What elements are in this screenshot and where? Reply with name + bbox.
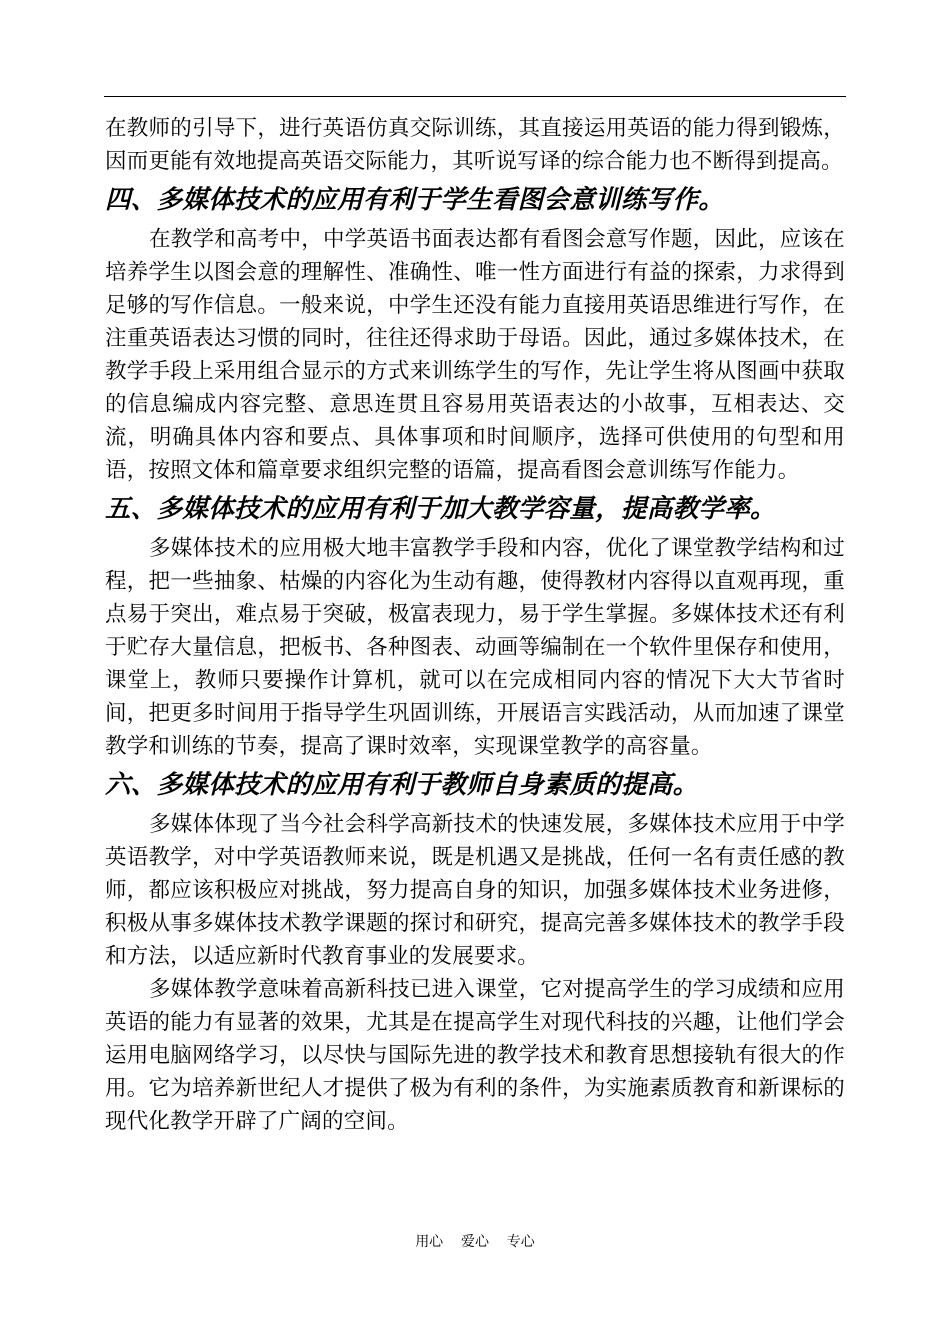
header-rule: [104, 96, 846, 97]
paragraph-section-4: 在教学和高考中，中学英语书面表达都有看图会意写作题，因此，应该在培养学生以图会意的理解性、准确性、唯一性方面进行有益的探索，力求得到足够的写作信息。一般来说，中学生还没有能力直接用英语思维进行写作，在注重英语表达习惯的同时，往往还得求助于母语。因此，通过多媒体技术，在教学手段上采用组合显示的方式来训练学生的写作，先让学生将从图画中获取的信息编成内容完整、意思连贯且容易用英语表达的小故事，互相表达、交流，明确具体内容和要点、具体事项和时间顺序，选择可供使用的句型和用语，按照文体和篇章要求组织完整的语篇，提高看图会意训练写作能力。: [105, 227, 845, 483]
section-heading-5: 五、多媒体技术的应用有利于加大教学容量，提高教学率。: [105, 494, 776, 524]
paragraph-section-6-a: 多媒体体现了当今社会科学高新技术的快速发展，多媒体技术应用于中学英语教学，对中学英语教师来说，既是机遇又是挑战，任何一名有责任感的教师，都应该积极应对挑战，努力提高自身的知识，加强多媒体技术业务进修，积极从事多媒体技术教学课题的探讨和研究，提高完善多媒体技术的教学手段和方法，以适应新时代教育事业的发展要求。: [105, 812, 845, 969]
paragraph-section-5: 多媒体技术的应用极大地丰富教学手段和内容，优化了课堂教学结构和过程，把一些抽象、枯燥的内容化为生动有趣，使得教材内容得以直观再现，重点易于突出，难点易于突破，极富表现力，易于学生掌握。多媒体技术还有利于贮存大量信息，把板书、各种图表、动画等编制在一个软件里保存和使用，课堂上，教师只要操作计算机，就可以在完成相同内容的情况下大大节省时间，把更多时间用于指导学生巩固训练，开展语言实践活动，从而加速了课堂教学和训练的节奏，提高了课时效率，实现课堂教学的高容量。: [105, 536, 845, 759]
paragraph-continuation: 在教师的引导下，进行英语仿真交际训练，其直接运用英语的能力得到锻炼，因而更能有效地提高英语交际能力，其听说写译的综合能力也不断得到提高。: [105, 116, 845, 174]
section-heading-6: 六、多媒体技术的应用有利于教师自身素质的提高。: [105, 770, 699, 800]
paragraph-section-6-b: 多媒体教学意味着高新科技已进入课堂，它对提高学生的学习成绩和应用英语的能力有显著的效果，尤其是在提高学生对现代科技的兴趣，让他们学会运用电脑网络学习，以尽快与国际先进的教学技术和教育思想接轨有很大的作用。它为培养新世纪人才提供了极为有利的条件，为实施素质教育和新课标的现代化教学开辟了广阔的空间。: [105, 977, 845, 1134]
page-footer: 用心 爱心 专心: [415, 1234, 535, 1250]
document-body: [105, 112, 845, 1138]
section-heading-4: 四、多媒体技术的应用有利于学生看图会意训练写作。: [105, 185, 725, 215]
